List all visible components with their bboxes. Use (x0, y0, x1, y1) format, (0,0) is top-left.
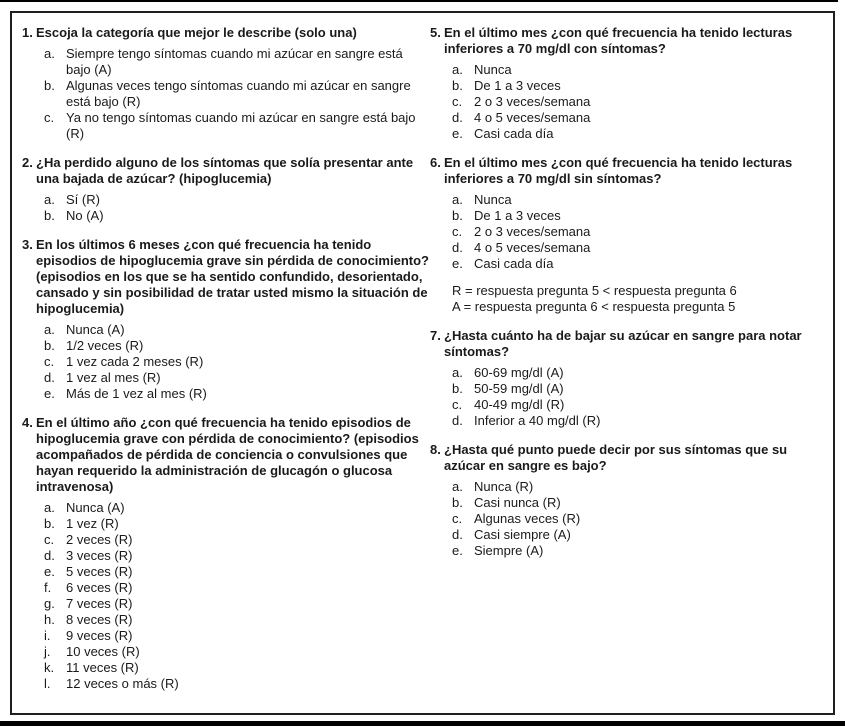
option-letter: h. (44, 612, 55, 627)
option-letter: e. (44, 564, 55, 579)
question-block (22, 237, 430, 402)
answer-option (452, 94, 831, 110)
options-list (22, 500, 430, 692)
answer-option (44, 322, 430, 338)
option-text: 7 veces (R) (66, 596, 133, 611)
answer-option (44, 564, 430, 580)
option-letter: a. (452, 192, 463, 207)
option-letter: c. (452, 511, 463, 526)
option-letter: e. (44, 386, 55, 401)
option-text: 50-59 mg/dl (A) (474, 381, 564, 396)
answer-option (44, 580, 430, 596)
answer-option (452, 397, 831, 413)
question-number: 1. (22, 25, 33, 40)
answer-option (452, 224, 831, 240)
column-right (430, 25, 831, 713)
column-left (22, 25, 430, 713)
answer-option (44, 110, 430, 142)
options-list (22, 322, 430, 402)
answer-option (44, 46, 430, 78)
answer-option (44, 548, 430, 564)
question-text: ¿Hasta cuánto ha de bajar su azúcar en sangre para notar síntomas? (444, 328, 802, 359)
answer-option (452, 256, 831, 272)
option-text: Nunca (A) (66, 322, 125, 337)
option-letter: a. (452, 479, 463, 494)
answer-option (452, 543, 831, 559)
answer-option (44, 78, 430, 110)
option-text: 10 veces (R) (66, 644, 140, 659)
option-text: 3 veces (R) (66, 548, 133, 563)
option-text: Nunca (474, 192, 512, 207)
option-text: Inferior a 40 mg/dl (R) (474, 413, 601, 428)
option-letter: c. (452, 397, 463, 412)
answer-option (452, 126, 831, 142)
answer-option (452, 511, 831, 527)
option-letter: e. (452, 543, 463, 558)
option-text: 1 vez (R) (66, 516, 119, 531)
options-list (430, 365, 831, 429)
option-text: 4 o 5 veces/semana (474, 110, 591, 125)
option-text: 4 o 5 veces/semana (474, 240, 591, 255)
option-letter: b. (452, 495, 463, 510)
option-text: 1 vez cada 2 meses (R) (66, 354, 204, 369)
answer-option (452, 240, 831, 256)
option-letter: d. (452, 240, 463, 255)
question-block (430, 442, 831, 559)
answer-option (44, 192, 430, 208)
option-text: Ya no tengo síntomas cuando mi azúcar en sangre está bajo (R) (66, 110, 416, 141)
answer-option (44, 612, 430, 628)
option-letter: b. (44, 78, 55, 93)
question-heading (430, 328, 831, 360)
option-letter: a. (44, 322, 55, 337)
option-letter: d. (452, 413, 463, 428)
scoring-note-line: R = respuesta pregunta 5 < respuesta pregunta 6 (452, 283, 737, 298)
options-list (430, 62, 831, 142)
option-letter: d. (452, 110, 463, 125)
answer-option (44, 516, 430, 532)
option-letter: c. (44, 110, 55, 125)
question-block (22, 155, 430, 224)
option-text: De 1 a 3 veces (474, 208, 561, 223)
question-heading (22, 25, 430, 41)
option-letter: d. (44, 548, 55, 563)
option-text: 5 veces (R) (66, 564, 133, 579)
options-list (430, 192, 831, 272)
option-text: Casi cada día (474, 256, 554, 271)
question-block (430, 328, 831, 429)
question-number: 7. (430, 328, 441, 343)
option-text: 12 veces o más (R) (66, 676, 179, 691)
option-text: Siempre tengo síntomas cuando mi azúcar en sangre está bajo (A) (66, 46, 403, 77)
answer-option (44, 628, 430, 644)
option-letter: d. (452, 527, 463, 542)
question-heading (22, 237, 430, 317)
answer-option (452, 413, 831, 429)
question-block (22, 415, 430, 692)
option-text: Siempre (A) (474, 543, 544, 558)
scoring-note-line: A = respuesta pregunta 6 < respuesta pregunta 5 (452, 299, 736, 314)
option-letter: b. (44, 208, 55, 223)
option-letter: c. (44, 532, 55, 547)
option-letter: d. (44, 370, 55, 385)
answer-option (44, 208, 430, 224)
answer-option (44, 386, 430, 402)
option-text: 2 veces (R) (66, 532, 133, 547)
option-text: 2 o 3 veces/semana (474, 94, 591, 109)
answer-option (452, 365, 831, 381)
option-text: 1/2 veces (R) (66, 338, 144, 353)
question-number: 2. (22, 155, 33, 170)
question-text: ¿Ha perdido alguno de los síntomas que solía presentar ante una bajada de azúcar? (hipoglucemia) (36, 155, 414, 186)
option-letter: c. (452, 94, 463, 109)
answer-option (44, 676, 430, 692)
options-list (430, 479, 831, 559)
question-number: 4. (22, 415, 33, 430)
answer-option (44, 660, 430, 676)
answer-option (44, 596, 430, 612)
option-letter: i. (44, 628, 51, 643)
option-text: Algunas veces (R) (474, 511, 581, 526)
answer-option (452, 78, 831, 94)
options-list (22, 192, 430, 224)
answer-option (44, 338, 430, 354)
question-block (22, 25, 430, 142)
option-text: Casi nunca (R) (474, 495, 561, 510)
option-text: 40-49 mg/dl (R) (474, 397, 565, 412)
bottom-rule-divider (0, 721, 845, 726)
question-text: En el último mes ¿con qué frecuencia ha tenido lecturas inferiores a 70 mg/dl con síntomas? (444, 25, 793, 56)
option-letter: e. (452, 256, 463, 271)
question-number: 5. (430, 25, 441, 40)
answer-option (44, 500, 430, 516)
answer-option (452, 479, 831, 495)
answer-option (452, 192, 831, 208)
option-letter: f. (44, 580, 52, 595)
questionnaire-box (10, 11, 835, 715)
option-text: 9 veces (R) (66, 628, 133, 643)
options-list (22, 46, 430, 142)
option-text: De 1 a 3 veces (474, 78, 561, 93)
option-text: 6 veces (R) (66, 580, 133, 595)
option-text: Nunca (A) (66, 500, 125, 515)
question-heading (22, 155, 430, 187)
option-letter: b. (44, 516, 55, 531)
question-number: 8. (430, 442, 441, 457)
option-text: 11 veces (R) (66, 660, 139, 675)
answer-option (452, 381, 831, 397)
option-letter: g. (44, 596, 55, 611)
answer-option (452, 495, 831, 511)
option-letter: a. (452, 62, 463, 77)
option-letter: j. (44, 644, 51, 659)
scoring-notes (452, 283, 831, 315)
answer-option (44, 532, 430, 548)
answer-option (452, 527, 831, 543)
question-text: Escoja la categoría que mejor le describe (solo una) (36, 25, 357, 40)
answer-option (44, 370, 430, 386)
option-letter: c. (452, 224, 463, 239)
question-block (430, 155, 831, 315)
option-text: Algunas veces tengo síntomas cuando mi azúcar en sangre está bajo (R) (66, 78, 411, 109)
question-text: En el último año ¿con qué frecuencia ha tenido episodios de hipoglucemia grave con pérdida de conocimiento? (episodios acompañados de pérdida de conciencia o convulsiones que hayan requerido la administración de glucagón o glucosa intravenosa) (36, 415, 419, 494)
option-text: Más de 1 vez al mes (R) (66, 386, 207, 401)
answer-option (452, 208, 831, 224)
option-letter: b. (452, 208, 463, 223)
option-letter: b. (452, 78, 463, 93)
answer-option (44, 644, 430, 660)
option-text: 2 o 3 veces/semana (474, 224, 591, 239)
question-text: ¿Hasta qué punto puede decir por sus síntomas que su azúcar en sangre es bajo? (444, 442, 788, 473)
question-block (430, 25, 831, 142)
option-letter: b. (452, 381, 463, 396)
question-number: 3. (22, 237, 33, 252)
answer-option (452, 110, 831, 126)
option-letter: a. (44, 46, 55, 61)
question-heading (430, 442, 831, 474)
option-letter: a. (44, 192, 55, 207)
option-letter: e. (452, 126, 463, 141)
option-text: Casi siempre (A) (474, 527, 571, 542)
option-text: 60-69 mg/dl (A) (474, 365, 564, 380)
option-text: Nunca (R) (474, 479, 534, 494)
option-letter: k. (44, 660, 55, 675)
question-number: 6. (430, 155, 441, 170)
option-text: Casi cada día (474, 126, 554, 141)
question-heading (430, 25, 831, 57)
option-text: 1 vez al mes (R) (66, 370, 161, 385)
option-text: 8 veces (R) (66, 612, 133, 627)
top-rule-divider (0, 0, 838, 2)
question-text: En los últimos 6 meses ¿con qué frecuencia ha tenido episodios de hipoglucemia grave sin pérdida de conocimiento? (episodios en los que se ha sentido confundido, desorientado, cansado y sin posibilidad de tratar usted mismo la situación de hipoglucemia) (36, 237, 429, 316)
question-heading (22, 415, 430, 495)
option-letter: a. (452, 365, 463, 380)
option-letter: b. (44, 338, 55, 353)
question-heading (430, 155, 831, 187)
question-text: En el último mes ¿con qué frecuencia ha tenido lecturas inferiores a 70 mg/dl sin síntomas? (444, 155, 793, 186)
option-text: No (A) (66, 208, 104, 223)
option-letter: c. (44, 354, 55, 369)
option-text: Nunca (474, 62, 512, 77)
answer-option (452, 62, 831, 78)
option-text: Sí (R) (66, 192, 100, 207)
answer-option (44, 354, 430, 370)
option-letter: l. (44, 676, 51, 691)
option-letter: a. (44, 500, 55, 515)
